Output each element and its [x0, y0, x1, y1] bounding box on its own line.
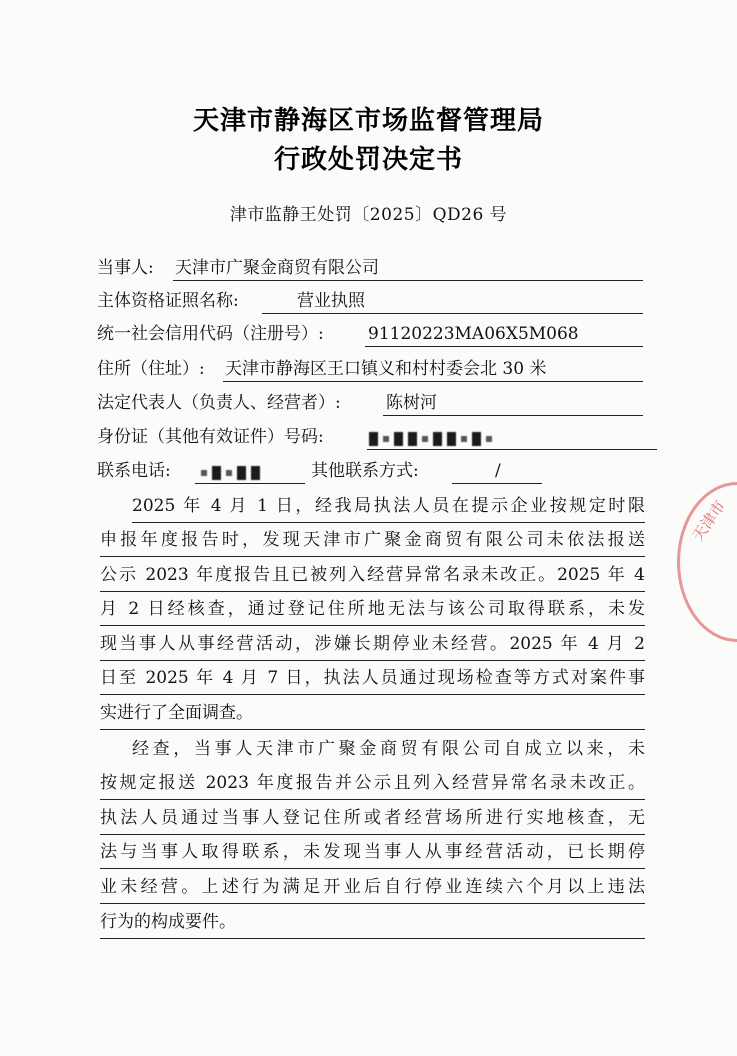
document-number: 津市监静王处罚〔2025〕QD26 号	[229, 205, 508, 225]
phone-redacted	[201, 460, 265, 484]
paragraph-1-line: 公示 2023 年度报告且已被列入经营异常名录未改正。2025 年 4	[100, 563, 645, 592]
paragraph-1-line: 月 2 日经核查，通过登记住所地无法与该公司取得联系，未发	[100, 597, 645, 626]
field-license-name	[97, 289, 642, 317]
field-id-card-label: 身份证（其他有效证件）号码:	[97, 427, 324, 447]
field-license-name-label: 主体资格证照名称:	[97, 291, 239, 311]
paragraph-1-line: 申报年度报告时，发现天津市广聚金商贸有限公司未依法报送	[100, 528, 645, 557]
document-title-type: 行政处罚决定书	[273, 145, 463, 175]
field-address	[97, 357, 642, 385]
field-other-contact-value: /	[495, 461, 501, 481]
field-credit-code	[97, 322, 642, 350]
field-legal-rep	[97, 391, 642, 419]
field-address-value: 天津市静海区王口镇义和村村委会北 30 米	[225, 359, 547, 379]
paragraph-2-line: 业未经营。上述行为满足开业后自行停业连续六个月以上违法	[100, 875, 645, 904]
field-other-contact-label: 其他联系方式:	[311, 461, 419, 481]
field-party	[97, 256, 642, 284]
field-phone	[97, 459, 642, 487]
official-seal-text: 天津市	[688, 497, 730, 545]
field-party-value: 天津市广聚金商贸有限公司	[175, 258, 379, 278]
paragraph-2-line: 执法人员通过当事人登记住所或者经营场所进行实地核查，无	[100, 806, 645, 835]
field-phone-label: 联系电话:	[97, 461, 171, 481]
paragraph-2-line: 法与当事人取得联系，未发现当事人从事经营活动，已长期停	[100, 840, 645, 869]
field-party-label: 当事人:	[97, 258, 154, 278]
paragraph-2-line: 经查，当事人天津市广聚金商贸有限公司自成立以来，未	[132, 739, 645, 759]
field-legal-rep-label: 法定代表人（负责人、经营者）:	[97, 393, 341, 413]
field-id-card	[97, 425, 657, 453]
paragraph-2-line: 按规定报送 2023 年度报告并公示且列入经营异常名录未改正。	[100, 771, 645, 800]
field-credit-code-value: 91120223MA06X5M068	[368, 324, 579, 344]
paragraph-1-line: 2025 年 4 月 1 日，经我局执法人员在提示企业按规定时限	[132, 494, 645, 523]
field-legal-rep-value: 陈树河	[386, 393, 437, 413]
field-address-label: 住所（住址）:	[97, 359, 205, 379]
paragraph-2-line: 行为的构成要件。	[100, 910, 645, 939]
paragraph-1-line: 现当事人从事经营活动，涉嫌长期停业未经营。2025 年 4 月 2	[100, 632, 645, 661]
paragraph-1-line: 日至 2025 年 4 月 7 日，执法人员通过现场检查等方式对案件事	[100, 666, 645, 695]
paragraph-1-line: 实进行了全面调查。	[100, 701, 645, 730]
field-credit-code-label: 统一社会信用代码（注册号）:	[97, 324, 324, 344]
field-license-name-value: 营业执照	[297, 291, 365, 311]
id-card-redacted	[369, 426, 497, 450]
document-title-agency: 天津市静海区市场监督管理局	[192, 106, 544, 136]
